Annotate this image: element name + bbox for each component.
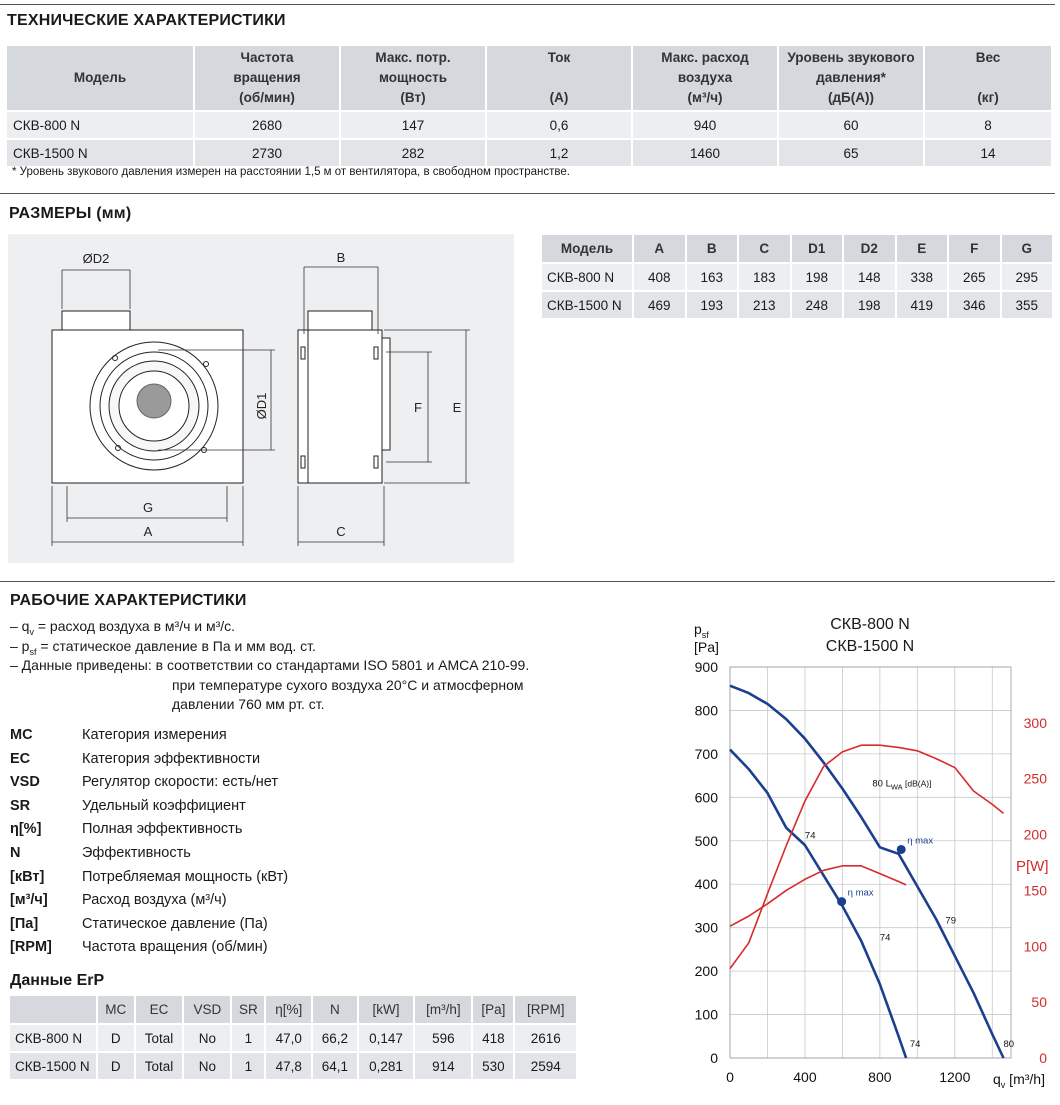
table-cell: 193 [686,291,739,318]
table-cell: 346 [948,291,1001,318]
header-line: Частота [240,50,294,65]
housing-side [298,330,382,483]
footnote: * Уровень звукового давления измерен на расстоянии 1,5 м от вентилятора, в свободном пространстве. [12,166,570,178]
qv-sub: v [29,626,34,637]
erp-title: Данные ErP [10,972,105,989]
legend-abbr: EC [10,750,31,767]
side-flange-back [382,338,390,450]
legend-text: Удельный коэффициент [82,797,246,814]
section-rule [0,193,1055,194]
table-cell: 355 [1001,291,1054,318]
pressure-curve-1 [730,686,1004,1058]
table-cell: 469 [633,291,686,318]
annotation-text: 74 [879,932,891,944]
table-cell: 47,0 [265,1024,312,1052]
eta-max-label: η max [907,835,934,847]
legend-text: Эффективность [82,845,191,861]
y2-tick-label: 50 [1031,994,1047,1011]
annotation-rest: [dB(A)] [902,778,932,789]
label-f: F [414,400,422,415]
table-cell: 282 [340,139,486,166]
header-line: (кг) [977,90,999,105]
header-line: Макс. потр. [375,50,451,65]
y2-tick-label: 100 [1023,938,1047,955]
legend-text: Потребляемая мощность (кВт) [82,868,289,885]
fan-drawing-svg [8,234,514,563]
table-header: VSD [183,996,231,1024]
y-axis-label-sub: sf [701,630,709,640]
y-tick-label: 500 [694,832,718,849]
table-cell: 419 [896,291,949,318]
qv-rest: = расход воздуха в м³/ч и м³/с. [33,618,236,634]
header-line: (дБ(А)) [827,90,874,105]
erp-table [10,996,578,1079]
y-tick-label: 600 [694,789,718,806]
x-tick-label: 0 [726,1069,734,1085]
y-tick-label: 800 [694,702,718,719]
table-header: MC [97,996,135,1024]
table-cell: 47,8 [265,1052,312,1079]
table-header: G [1001,235,1054,263]
x-axis-label-main: q [993,1071,1001,1087]
chart-title-line: СКВ-1500 N [825,638,915,655]
plot-frame [730,667,1011,1058]
table-cell: 198 [843,291,896,318]
table-header: N [312,996,358,1024]
annotation-text: 74 [909,1039,921,1051]
tech-title: ТЕХНИЧЕСКИЕ ХАРАКТЕРИСТИКИ [7,12,286,29]
tech-header-airflow [632,46,778,111]
header-line [928,68,1048,88]
table-row [7,139,1052,166]
table-cell: 265 [948,263,1001,291]
table-cell: 1,2 [486,139,632,166]
header-line: Модель [73,70,127,85]
legend-abbr: η[%] [10,821,42,838]
table-cell: 1 [231,1024,265,1052]
y-tick-label: 0 [710,1050,718,1066]
table-row [7,111,1052,139]
chart-svg [690,612,1060,1105]
table-cell: 2616 [514,1024,577,1052]
table-header: [m³/h] [414,996,472,1024]
curve-annotation [945,915,956,926]
dims-header-row [542,235,1053,263]
table-cell: 2730 [194,139,340,166]
table-header: A [633,235,686,263]
table-row [10,1024,577,1052]
y-tick-label: 100 [694,1006,718,1023]
table-cell: 0,281 [358,1052,415,1079]
annotation-text: 79 [945,915,957,927]
table-cell: СКВ-1500 N [10,1052,97,1079]
y-tick-label: 400 [694,876,718,893]
table-cell: 2594 [514,1052,577,1079]
y2-tick-label: 0 [1039,1050,1047,1066]
table-header: SR [231,996,265,1024]
x-tick-label: 400 [793,1069,817,1085]
table-cell: 64,1 [312,1052,358,1079]
tech-header-rpm [194,46,340,111]
y2-tick-label: 200 [1023,826,1047,843]
table-header: B [686,235,739,263]
dimension-drawing [8,234,514,563]
side-flange [298,330,308,483]
tech-header-row [7,46,1052,111]
label-c: C [336,524,346,539]
legend-text: Категория эффективности [82,750,261,767]
outlet-spigot [62,311,130,330]
table-cell: 248 [791,291,844,318]
annotation-text: 80 [1003,1039,1015,1051]
header-line: воздуха [677,70,733,85]
label-b: B [336,250,346,265]
header-line: вращения [233,70,301,85]
annotation-text: 74 [804,830,816,842]
table-header: EC [135,996,184,1024]
tech-header-noise [778,46,924,111]
erp-header-row [10,996,577,1024]
table-row [10,1052,577,1079]
header-line: (Вт) [400,90,426,105]
curve-annotation [910,1039,921,1050]
header-line: мощность [378,70,448,85]
table-header [10,996,97,1024]
table-cell: 530 [472,1052,514,1079]
table-cell: 8 [924,111,1052,139]
table-header: D2 [843,235,896,263]
label-g: G [142,500,154,515]
top-rule [0,4,1055,5]
y2-tick-label: 250 [1023,770,1047,787]
header-line: (А) [549,90,569,105]
eta-max-point [837,897,846,906]
header-line: Уровень звукового [787,50,915,65]
table-cell: 147 [340,111,486,139]
table-cell: СКВ-1500 N [7,139,194,166]
table-cell: 338 [896,263,949,291]
table-cell: СКВ-800 N [10,1024,97,1052]
tech-header-power [340,46,486,111]
header-line: давления* [816,70,886,85]
table-cell: 213 [738,291,791,318]
table-cell: 940 [632,111,778,139]
x-tick-label: 1200 [939,1069,971,1085]
y-tick-label: 200 [694,963,718,980]
y-axis-label-main: p [694,621,702,637]
y2-tick-label: 150 [1023,882,1047,899]
table-header: C [738,235,791,263]
tech-table [7,46,1053,166]
psf-dash: – p [10,638,30,654]
table-header: [Pa] [472,996,514,1024]
table-cell: 914 [414,1052,472,1079]
table-cell: СКВ-800 N [7,111,194,139]
table-cell: D [97,1024,135,1052]
table-header: D1 [791,235,844,263]
legend-text: Расход воздуха (м³/ч) [82,892,227,909]
curve-annotation [805,831,816,842]
table-cell: 148 [843,263,896,291]
header-line: (об/мин) [239,90,295,105]
table-cell: 2680 [194,111,340,139]
table-cell: 198 [791,263,844,291]
table-cell: D [97,1052,135,1079]
table-cell: 163 [686,263,739,291]
table-row [542,263,1053,291]
section-rule [0,581,1055,582]
legend-text: Регулятор скорости: есть/нет [82,774,279,791]
qv-dash: – q [10,618,30,634]
annotation-sub: WA [890,782,903,792]
x-axis-label-sub: v [1000,1080,1006,1090]
table-cell: 1460 [632,139,778,166]
header-line: Макс. расход [661,50,749,65]
table-cell: 0,147 [358,1024,415,1052]
table-row [542,291,1053,318]
power-curve-3 [730,745,1004,968]
label-d1: ØD1 [254,392,269,420]
table-cell: 14 [924,139,1052,166]
table-header: [RPM] [514,996,577,1024]
x-tick-label: 800 [868,1069,892,1085]
curve-annotation [1004,1039,1015,1050]
table-header: E [896,235,949,263]
table-cell: 295 [1001,263,1054,291]
label-d2: ØD2 [82,251,110,266]
legend-abbr: [Па] [10,915,39,932]
table-header: η[%] [265,996,312,1024]
table-cell: 418 [472,1024,514,1052]
table-cell: СКВ-800 N [542,263,633,291]
psf-sub: sf [29,646,37,657]
legend-abbr: SR [10,797,31,814]
chart-title-line: СКВ-800 N [830,616,910,633]
tech-header-weight [924,46,1052,111]
header-line [490,68,628,88]
dims-table [542,235,1054,318]
eta-max-point [897,845,906,854]
header-line: Ток [547,50,571,65]
y-tick-label: 700 [694,745,718,762]
table-cell: 60 [778,111,924,139]
data-source-line: давлении 760 мм рт. ст. [172,696,325,712]
legend-abbr: [м³/ч] [10,892,48,909]
dims-title: РАЗМЕРЫ (мм) [9,205,132,222]
table-header: [kW] [358,996,415,1024]
x-axis-label-unit: [m³/h] [1005,1071,1045,1087]
legend-text: Полная эффективность [82,821,243,838]
header-line: (м³/ч) [687,90,723,105]
legend-abbr: [кВт] [10,868,45,885]
y-axis-unit: [Pa] [694,639,719,655]
header-line: Вес [975,50,1001,65]
data-source-line: – Данные приведены: в соответствии со стандартами ISO 5801 и AMCA 210-99. [10,657,530,673]
table-cell: 66,2 [312,1024,358,1052]
y-axis-label [694,621,709,640]
side-spigot [308,311,372,330]
legend-abbr: VSD [10,774,40,791]
data-source-line: при температуре сухого воздуха 20°C и атмосферном [172,677,524,693]
eta-max-label: η max [847,887,874,899]
table-cell: 408 [633,263,686,291]
perf-title: РАБОЧИЕ ХАРАКТЕРИСТИКИ [10,592,247,609]
table-cell: 0,6 [486,111,632,139]
table-cell: No [183,1024,231,1052]
y2-axis-label: P[W] [1016,858,1049,875]
label-a: A [143,524,153,539]
table-cell: Total [135,1052,184,1079]
motor-hub [137,384,171,418]
y-tick-label: 900 [694,659,718,675]
table-header: F [948,235,1001,263]
tech-header-model [7,46,194,111]
curve-annotation [872,778,931,791]
performance-chart [690,612,1060,1105]
legend-abbr: MC [10,727,33,743]
annotation-text: 80 L [872,778,891,790]
table-cell: Total [135,1024,184,1052]
label-e: E [452,400,462,415]
table-cell: 183 [738,263,791,291]
table-cell: 596 [414,1024,472,1052]
table-cell: 65 [778,139,924,166]
legend-text: Статическое давление (Па) [82,915,268,932]
legend-text: Частота вращения (об/мин) [82,939,268,956]
x-axis-label [993,1071,1045,1090]
table-cell: No [183,1052,231,1079]
legend-abbr: N [10,845,21,861]
table-cell: 1 [231,1052,265,1079]
y-tick-label: 300 [694,919,718,936]
psf-rest: = статическое давление в Па и мм вод. ст. [36,638,316,654]
legend-text: Категория измерения [82,727,227,743]
table-cell: СКВ-1500 N [542,291,633,318]
table-header: Модель [542,235,633,263]
y2-tick-label: 300 [1023,714,1047,731]
curve-annotation [880,933,891,944]
tech-header-current [486,46,632,111]
legend-abbr: [RPM] [10,939,52,956]
